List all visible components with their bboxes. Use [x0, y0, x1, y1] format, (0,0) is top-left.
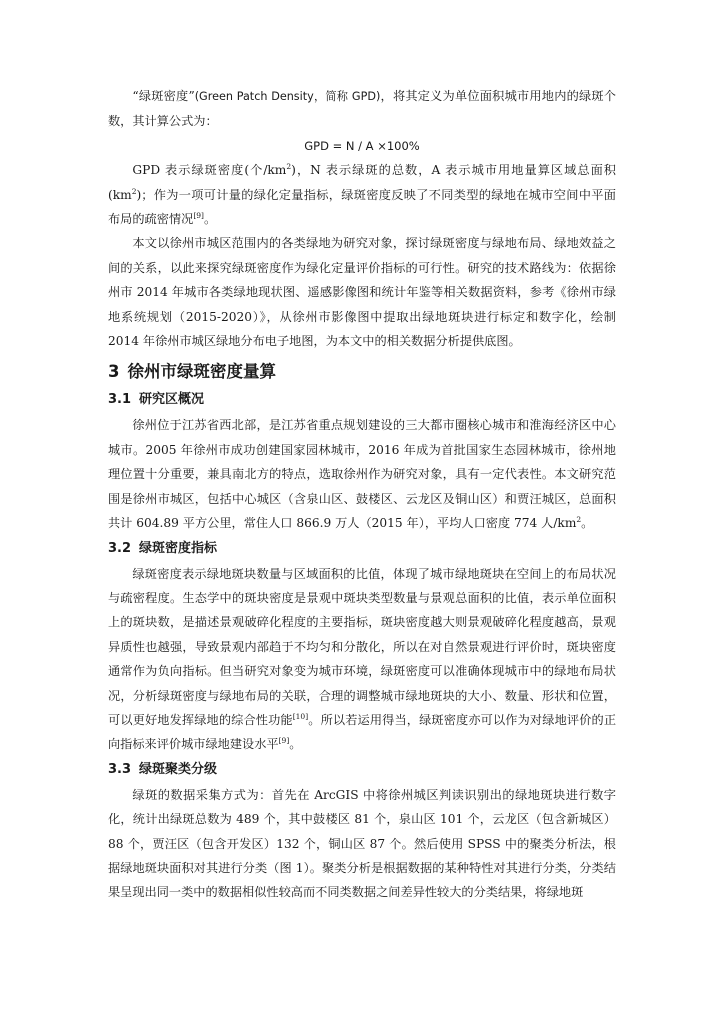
subsection-number: 3.1 [108, 392, 132, 408]
term-english: (Green Patch Density，简称 GPD) [194, 90, 381, 103]
citation-ref: [10] [292, 711, 309, 721]
section-number: 3 [108, 362, 120, 382]
paragraph-study-area [108, 413, 616, 535]
subsection-heading-3-3 [108, 759, 616, 781]
text-segment: 。 [289, 737, 302, 752]
superscript: 2 [576, 515, 582, 525]
section-title: 徐州市绿斑密度量算 [127, 362, 276, 382]
subsection-title: 绿斑聚类分级 [139, 761, 218, 777]
citation-ref: [9] [278, 736, 290, 746]
formula-gpd: GPD = N / A ×100% [304, 138, 420, 153]
subsection-heading-3-1 [108, 389, 616, 411]
paragraph-research-scope: 本文以徐州市城区范围内的各类绿地为研究对象，探讨绿斑密度与绿地布局、绿地效益之间的关系，以此来探究绿斑密度作为绿化定量评价指标的可行性。研究的技术路线为：依据徐州市 2014 年城市各类绿地现状图、遥感影像图和统计年鉴等相关数据资料，参考《徐州市绿地系统规划（2015-2020）》，从徐州市影像图中提取出绿地斑块进行标定和数字化，绘制 2014 年徐州市城区绿地分布电子地图，为本文中的相关数据分析提供底图。 [108, 236, 616, 349]
paragraph-gpd-definition [108, 84, 616, 134]
subsection-number: 3.2 [108, 540, 132, 556]
paragraph-gpd-explanation [108, 158, 616, 231]
text-segment: )；作为一项可计量的绿化定量指标，绿斑密度反映了不同类型的绿地在城市空间中平面布局的疏密情况 [108, 187, 616, 227]
subsection-number: 3.3 [108, 761, 132, 777]
section-heading-3 [108, 359, 616, 385]
definition-text: ，将其定义为单位面积城市用地内的绿斑个数，其计算公式为： [108, 89, 616, 129]
text-segment: 徐州位于江苏省西北部，是江苏省重点规划建设的三大都市圈核心城市和淮海经济区中心城市。2005 年徐州市成功创建国家园林城市，2016 年成为首批国家生态园林城市，徐州地理位置十分重要，兼具南北方的特点，选取徐州作为研究对象，具有一定代表性。本文研究范围是徐州市城区，包括中心城区（含泉山区、鼓楼区、云龙区及铜山区）和贾汪城区，总面积共计 604.89 平方公里，常住人口 866.9 万人（2015 年），平均人口密度 774 人/km [108, 418, 616, 531]
text-segment: 。 [203, 212, 217, 227]
citation-ref: [9] [193, 210, 204, 220]
superscript: 2 [131, 186, 137, 196]
text-segment: 绿斑密度表示绿地斑块数量与区域面积的比值，体现了城市绿地斑块在空间上的布局状况与疏密程度。生态学中的斑块密度是景观中斑块类型数量与景观总面积的比值，表示单位面积上的斑块数，是描述景观破碎化程度的主要指标，斑块密度越大则景观破碎化程度越高，景观异质性也越强，导致景观内部趋于不均匀和分散化，所以在对自然景观进行评价时，斑块密度通常作为负向指标。但当研究对象变为城市环境，绿斑密度可以准确体现城市中的绿地布局状况，分析绿斑密度与绿地布局的关联，合理的调整城市绿地斑块的大小、数量、形状和位置，可以更好地发挥绿地的综合性功能 [108, 566, 616, 727]
subsection-heading-3-2 [108, 538, 616, 560]
text-segment: )，N 表示绿斑的总数，A 表示城市用地量算区域总面积(km [108, 163, 616, 202]
superscript: 2 [286, 162, 292, 172]
subsection-title: 研究区概况 [139, 392, 205, 408]
paper-page [108, 84, 616, 905]
term-quote: “绿斑密度” [132, 89, 195, 103]
text-segment: GPD 表示绿斑密度(个/km [132, 163, 287, 178]
subsection-title: 绿斑密度指标 [139, 540, 218, 556]
text-segment: 。所以若运用得当，绿斑密度亦可以作为对绿地评价的正向指标来评价城市绿地建设水平 [108, 712, 617, 752]
paragraph-gpd-indicator [108, 562, 616, 757]
paragraph-clustering: 绿斑的数据采集方式为：首先在 ArcGIS 中将徐州城区判读识别出的绿地斑块进行数字化，统计出绿斑总数为 489 个，其中鼓楼区 81 个，泉山区 101 个，云龙区（包含新城区）88 个，贾汪区（包含开发区）132 个，铜山区 87 个。然后使用 SPSS 中的聚类分析法，根据绿地斑块面积对其进行分类（图 1）。聚类分析是根据数据的某种特性对其进行分类，分类结果呈现出同一类中的数据相似性较高而不同类数据之间差异性较大的分类结果，将绿地斑 [108, 787, 616, 900]
text-segment: 。 [581, 516, 594, 531]
